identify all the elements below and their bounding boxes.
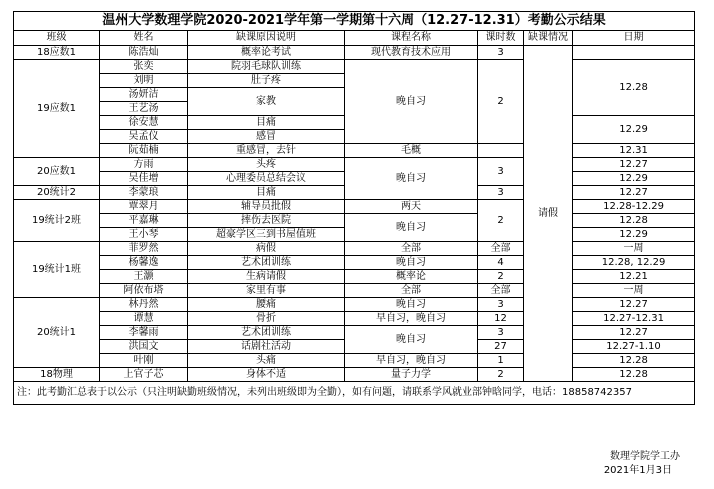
date-cell: 一周 xyxy=(573,242,695,256)
reason-cell: 超豪学区三到书屋值班 xyxy=(188,228,345,242)
student-name: 洪国文 xyxy=(100,340,188,354)
student-name: 方雨 xyxy=(100,158,188,172)
student-name: 阿依布塔 xyxy=(100,284,188,298)
class-cell: 20应数1 xyxy=(14,158,100,186)
reason-cell: 腰痛 xyxy=(188,298,345,312)
table-row xyxy=(14,368,695,382)
hours-cell: 4 xyxy=(478,256,524,270)
student-name: 叶刚 xyxy=(100,354,188,368)
reason-cell: 头疼 xyxy=(188,158,345,172)
course-cell: 毛概 xyxy=(345,144,478,158)
hours-cell: 3 xyxy=(478,186,524,200)
reason-cell: 病假 xyxy=(188,242,345,256)
reason-cell: 艺术团训练 xyxy=(188,256,345,270)
student-name: 陈浩灿 xyxy=(100,46,188,60)
table-row xyxy=(14,158,695,172)
table-row xyxy=(14,46,695,60)
date-cell xyxy=(573,46,695,60)
date-cell: 12.27 xyxy=(573,158,695,172)
student-name: 王灏 xyxy=(100,270,188,284)
date-cell: 12.27 xyxy=(573,326,695,340)
course-cell: 概率论 xyxy=(345,270,478,284)
student-name: 覃翠月 xyxy=(100,200,188,214)
date-cell: 12.28, 12.29 xyxy=(573,256,695,270)
class-cell: 20统计1 xyxy=(14,298,100,368)
hours-cell: 2 xyxy=(478,270,524,284)
class-cell: 19应数1 xyxy=(14,60,100,158)
reason-cell: 辅导员批假 xyxy=(188,200,345,214)
header-reason: 缺课原因说明 xyxy=(188,31,345,46)
date-cell: 12.29 xyxy=(573,116,695,144)
reason-cell: 概率论考试 xyxy=(188,46,345,60)
table-row xyxy=(14,144,695,158)
student-name: 李蒙琅 xyxy=(100,186,188,200)
reason-cell: 艺术团训练 xyxy=(188,326,345,340)
reason-cell: 家里有事 xyxy=(188,284,345,298)
reason-cell: 感冒 xyxy=(188,130,345,144)
course-cell: 早自习，晚自习 xyxy=(345,312,478,326)
date-cell: 12.21 xyxy=(573,270,695,284)
course-cell: 现代教育技术应用 xyxy=(345,46,478,60)
note-text: 注：此考勤汇总表于以公示（只注明缺勤班级情况，未列出班级即为全勤），如有问题，请联系学风就业部钟晗同学，电话：18858742357 xyxy=(14,382,695,405)
course-cell: 晚自习 xyxy=(345,158,478,200)
class-cell: 18应数1 xyxy=(14,46,100,60)
table-row xyxy=(14,284,695,298)
student-name: 吴孟仪 xyxy=(100,130,188,144)
hours-cell: 27 xyxy=(478,340,524,354)
table-row xyxy=(14,214,695,228)
student-name: 阮茹楠 xyxy=(100,144,188,158)
reason-cell: 心理委员总结会议 xyxy=(188,172,345,186)
reason-cell: 目痛 xyxy=(188,186,345,200)
reason-cell: 身体不适 xyxy=(188,368,345,382)
date-cell: 12.31 xyxy=(573,144,695,158)
table-row xyxy=(14,298,695,312)
course-cell: 全部 xyxy=(345,242,478,256)
reason-cell: 家教 xyxy=(188,88,345,116)
date-cell: 12.28-12.29 xyxy=(573,200,695,214)
table-row xyxy=(14,242,695,256)
student-name: 王艺汤 xyxy=(100,102,188,116)
date-cell: 12.28 xyxy=(573,354,695,368)
course-cell: 晚自习 xyxy=(345,60,478,144)
date-cell: 12.28 xyxy=(573,60,695,116)
class-cell: 20统计2 xyxy=(14,186,100,200)
student-name: 徐安慧 xyxy=(100,116,188,130)
table-row xyxy=(14,200,695,214)
header-class: 班级 xyxy=(14,31,100,46)
hours-cell: 全部 xyxy=(478,284,524,298)
date-cell: 一周 xyxy=(573,284,695,298)
date-cell: 12.27 xyxy=(573,186,695,200)
course-cell: 晚自习 xyxy=(345,298,478,312)
student-name: 谭慧 xyxy=(100,312,188,326)
course-cell: 全部 xyxy=(345,284,478,298)
table-row xyxy=(14,256,695,270)
student-name: 平嘉琳 xyxy=(100,214,188,228)
hours-cell: 12 xyxy=(478,312,524,326)
reason-cell: 肚子疼 xyxy=(188,74,345,88)
reason-cell: 摔伤去医院 xyxy=(188,214,345,228)
attendance-table xyxy=(13,11,695,405)
date-cell: 12.29 xyxy=(573,172,695,186)
hours-cell: 2 xyxy=(478,60,524,144)
student-name: 张奕 xyxy=(100,60,188,74)
reason-cell: 院羽毛球队训练 xyxy=(188,60,345,74)
reason-cell: 重感冒，去针 xyxy=(188,144,345,158)
header-name: 姓名 xyxy=(100,31,188,46)
table-row xyxy=(14,354,695,368)
date-cell: 12.27-12.31 xyxy=(573,312,695,326)
hours-cell: 3 xyxy=(478,158,524,186)
class-cell: 18物理 xyxy=(14,368,100,382)
header-hours: 课时数 xyxy=(478,31,524,46)
footer-date: 2021年1月3日 xyxy=(603,465,672,476)
date-cell: 12.28 xyxy=(573,214,695,228)
header-course: 课程名称 xyxy=(345,31,478,46)
hours-cell xyxy=(478,144,524,158)
header-date: 日期 xyxy=(573,31,695,46)
date-cell: 12.27 xyxy=(573,298,695,312)
table-row xyxy=(14,270,695,284)
course-cell: 晚自习 xyxy=(345,256,478,270)
hours-cell: 3 xyxy=(478,298,524,312)
date-cell: 12.27-1.10 xyxy=(573,340,695,354)
table-row xyxy=(14,326,695,340)
hours-cell: 3 xyxy=(478,46,524,60)
table-title: 温州大学数理学院2020-2021学年第一学期第十六周（12.27-12.31）考勤公示结果 xyxy=(14,12,695,31)
student-name: 林丹然 xyxy=(100,298,188,312)
course-cell: 晚自习 xyxy=(345,326,478,354)
table-row xyxy=(14,60,695,74)
table-row xyxy=(14,312,695,326)
hours-cell: 3 xyxy=(478,326,524,340)
reason-cell: 目痛 xyxy=(188,116,345,130)
course-cell: 晚自习 xyxy=(345,214,478,242)
course-cell: 量子力学 xyxy=(345,368,478,382)
student-name: 吴佳增 xyxy=(100,172,188,186)
class-cell: 19统计1班 xyxy=(14,242,100,298)
footer-org: 数理学院学工办 xyxy=(610,451,680,462)
reason-cell: 骨折 xyxy=(188,312,345,326)
student-name: 上官子芯 xyxy=(100,368,188,382)
student-name: 李馨雨 xyxy=(100,326,188,340)
student-name: 汤妍洁 xyxy=(100,88,188,102)
reason-cell: 生病请假 xyxy=(188,270,345,284)
course-cell: 两天 xyxy=(345,200,478,214)
date-cell: 12.29 xyxy=(573,228,695,242)
student-name: 杨馨逸 xyxy=(100,256,188,270)
student-name: 菲罗然 xyxy=(100,242,188,256)
course-cell: 早自习，晚自习 xyxy=(345,354,478,368)
student-name: 刘明 xyxy=(100,74,188,88)
attendance-sheet xyxy=(13,11,694,405)
hours-cell: 1 xyxy=(478,354,524,368)
date-cell: 12.28 xyxy=(573,368,695,382)
hours-cell: 2 xyxy=(478,368,524,382)
student-name: 王小琴 xyxy=(100,228,188,242)
reason-cell: 话剧社活动 xyxy=(188,340,345,354)
absence-type-cell: 请假 xyxy=(524,46,573,382)
class-cell: 19统计2班 xyxy=(14,200,100,242)
header-absence: 缺课情况 xyxy=(524,31,573,46)
reason-cell: 头痛 xyxy=(188,354,345,368)
hours-cell: 2 xyxy=(478,200,524,242)
hours-cell: 全部 xyxy=(478,242,524,256)
header-row xyxy=(14,31,695,46)
